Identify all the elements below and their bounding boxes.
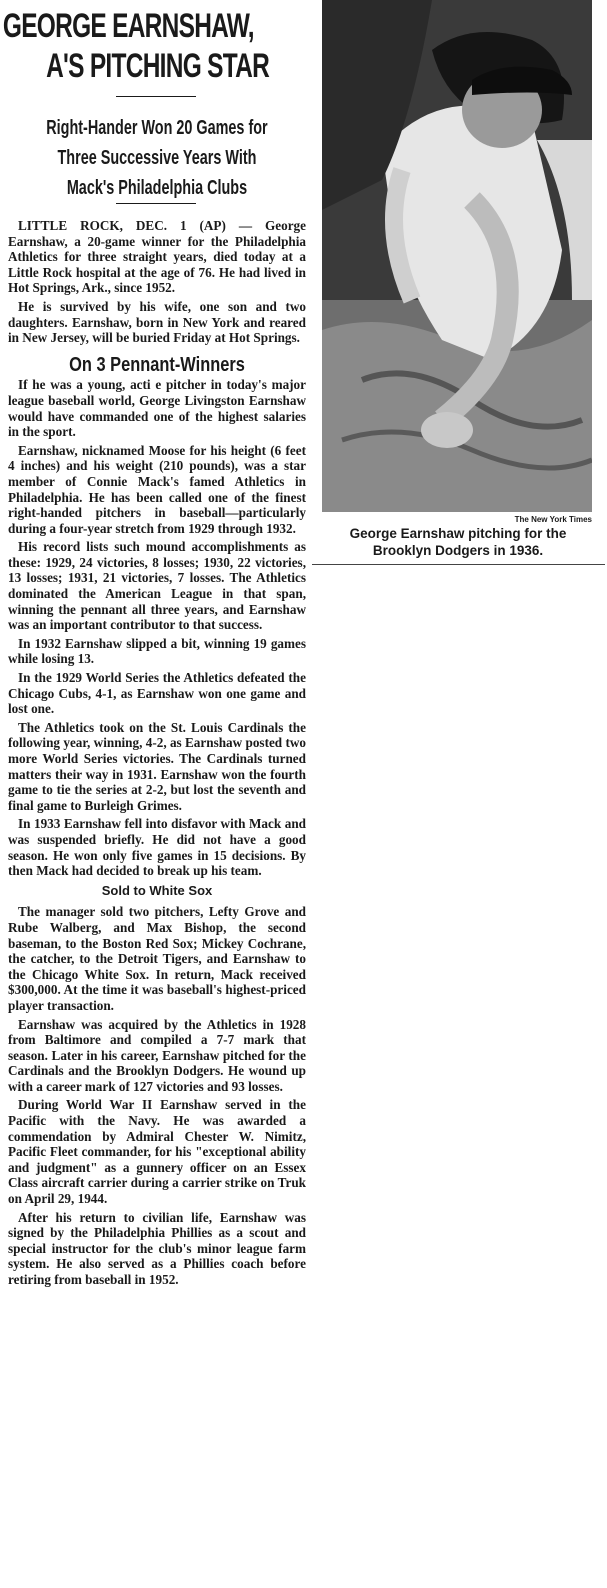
paragraph: The Athletics took on the St. Louis Cardinals the following year, winning, 4-2, as Earnshaw posted two more World Series victories. The Cardinals turned matters their way in 1931. Earnshaw won the fourth game to tie the series at 2-2, but lost the seventh and final game to Burleigh Grimes. [8,719,306,813]
section-heading: On 3 Pennant-Winners [69,353,245,376]
headline-line-2: A'S PITCHING STAR [46,47,270,85]
subheadline [0,113,308,203]
paragraph: In the 1929 World Series the Athletics defeated the Chicago Cubs, 4-1, as Earnshaw won one game and lost one. [8,670,306,717]
paragraph: In 1933 Earnshaw fell into disfavor with Mack and was suspended briefly. He did not have a good season. He won only five games in 15 decisions. By then Mack had decided to break up his team. [8,816,306,879]
paragraph: Earnshaw was acquired by the Athletics in 1928 from Baltimore and compiled a 7-7 mark that season. Later in his career, Earnshaw pitched for the Cardinals and the Brooklyn Dodgers. He wound up with a career mark of 127 victories and 93 losses. [8,1016,306,1094]
photo-block [322,0,594,578]
paragraph: In 1932 Earnshaw slipped a bit, winning 19 games while losing 13. [8,635,306,667]
paragraph: If he was a young, acti e pitcher in today's major league baseball world, George Livingston Earnshaw would have commanded one of the highest salaries in the sport. [8,377,306,440]
player-photo [322,0,592,512]
paragraph: The manager sold two pitchers, Lefty Grove and Rube Walberg, and Max Bishop, the second baseman, to the Boston Red Sox; Mickey Cochrane, the catcher, to the Detroit Tigers, and Earnshaw to the Chicago White Sox. In return, Mack received $300,000. At the time it was baseball's highest-priced player transaction. [8,904,306,1013]
paragraph-lead [8,218,306,296]
headline-divider [116,96,196,97]
photo-illustration [322,0,592,512]
photo-credit: The New York Times [514,515,592,524]
paragraph: He is survived by his wife, one son and two daughters. Earnshaw, born in New York and reared in New Jersey, will be buried Friday at Hot Springs. [8,298,306,346]
section-subheading: Sold to White Sox [101,882,213,898]
caption-divider [312,564,605,565]
subheadline-line-3: Mack's Philadelphia Clubs [66,177,248,199]
article-body [0,218,312,1288]
subheadline-line-1: Right-Hander Won 20 Games for [46,117,268,139]
headline-line-1: GEORGE EARNSHAW, [2,7,254,45]
lead-text: — George Earnshaw, a 20-game winner for the Philadelphia Athletics for three straight years, died today at a Little Rock hospital at the age of 76. He had lived in Hot Springs, Ark., since 1952. [8,218,306,296]
paragraph: Earnshaw, nicknamed Moose for his height (6 feet 4 inches) and his weight (210 pounds), was a star member of Connie Mack's famed Athletics in Philadelphia. He has been called one of the finest right-handed pitchers in baseball—particularly during a four-year stretch from 1929 through 1932. [8,442,306,536]
photo-caption: George Earnshaw pitching for the Brooklyn Dodgers in 1936. [349,526,567,558]
paragraph: During World War II Earnshaw served in the Pacific with the Navy. He was awarded a commendation by Admiral Chester W. Nimitz, Pacific Fleet commander, for his "exceptional ability and judgment" as a gunnery officer on an Essex Class aircraft carrier during a carrier strike on Truk on April 29, 1944. [8,1097,306,1207]
subheadline-divider [116,203,196,204]
paragraph: His record lists such mound accomplishments as these: 1929, 24 victories, 8 losses; 1930, 22 victories, 13 losses; 1931, 21 victories, 7 losses. The Athletics dominated the American League in that span, winning the pennant all three years, and Earnshaw was an important contributor to that success. [8,539,306,633]
subheadline-line-2: Three Successive Years With [57,147,257,169]
paragraph: After his return to civilian life, Earnshaw was signed by the Philadelphia Phillies as a scout and special instructor for the club's minor league farm system. He also served as a Phillies coach before retiring from baseball in 1952. [8,1209,306,1287]
headline [0,0,308,86]
dateline: LITTLE ROCK, DEC. 1 (AP) [18,218,226,233]
